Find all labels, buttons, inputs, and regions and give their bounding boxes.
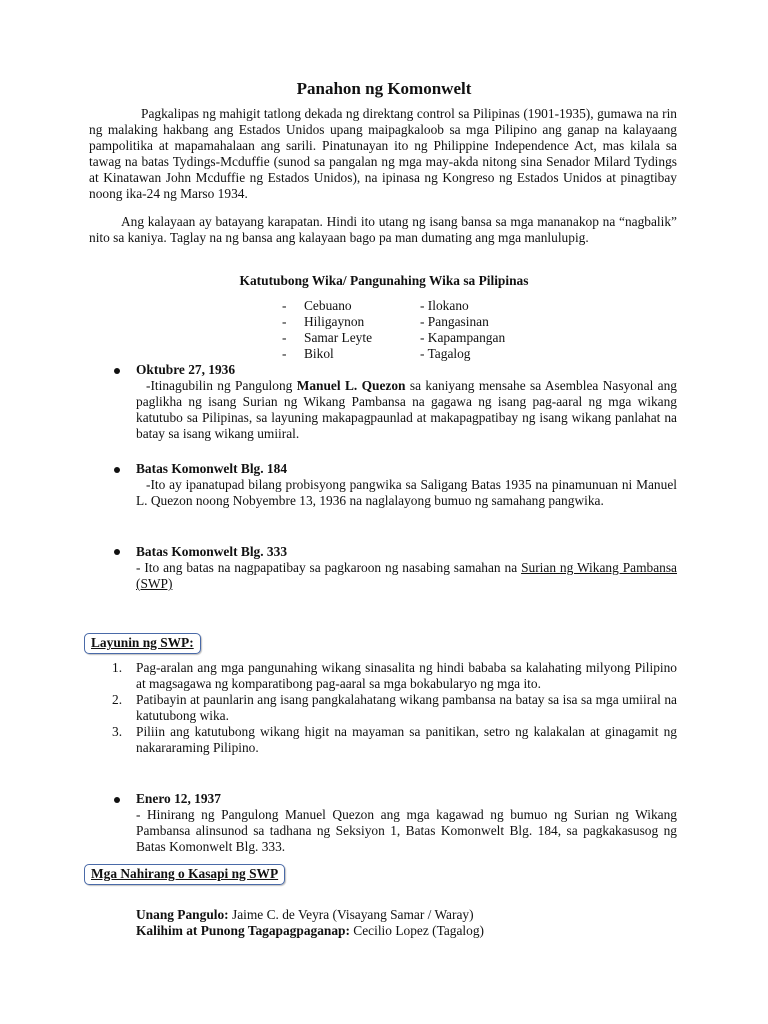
language-dash: - xyxy=(282,346,287,361)
section-batas-184-heading: Batas Komonwelt Blg. 184 xyxy=(136,461,288,476)
languages-heading: Katutubong Wika/ Pangunahing Wika sa Pilipinas xyxy=(239,273,529,288)
language-dash: - xyxy=(282,298,287,313)
section-enero-date: Enero 12, 1937 xyxy=(136,791,221,806)
section-batas-333 xyxy=(136,544,677,592)
freedom-paragraph-text: Ang kalayaan ay batayang karapatan. Hindi ito utang ng isang bansa sa mga mananakop na “nagbalik” nito sa kaniya. Taglay na ng bansa ang kalayaan bago pa man dumating ang mga manlulupig. xyxy=(89,214,677,245)
intro-paragraph-text: Pagkalipas ng mahigit tatlong dekada ng direktang control sa Pilipinas (1901-1935), gumawa na rin ng malaking hakbang ang Estados Unidos upang maipagkaloob sa mga Pilipino ang ganap na kalayaang pampolitika at mapamahalaan ang sarili. Pinatunayan ito ng Philippine Independence Act, mas kilala sa tawag na batas Tydings-Mcduffie (sunod sa pangalan ng mga may-akda nitong sina Senador Milard Tydings at Kinatawan John Mcduffie ng Estados Unidos), na ipinasa ng Kongreso ng Estados Unidos at pinagtibay noong ika-24 ng Marso 1934. xyxy=(89,106,677,201)
language-row xyxy=(282,314,505,330)
list-item-text: Piliin ang katutubong wikang higit na mayaman sa panitikan, setro ng kalakalan at ginagamit ng nakararaming Pilipino. xyxy=(136,724,677,755)
language-left: Cebuano xyxy=(304,298,352,313)
list-item-number: 2. xyxy=(112,692,123,707)
languages-list xyxy=(282,298,505,362)
language-row xyxy=(282,346,505,362)
section-oktubre xyxy=(136,362,677,442)
language-row xyxy=(282,330,505,346)
list-item-number: 1. xyxy=(112,660,123,675)
layunin-list xyxy=(112,660,677,756)
freedom-paragraph xyxy=(89,214,677,246)
intro-paragraph xyxy=(89,106,677,202)
language-left: Hiligaynon xyxy=(304,314,365,329)
bullet-icon xyxy=(114,368,120,374)
officers-list xyxy=(136,907,484,939)
swp-link-text: Surian ng Wikang Pambansa (SWP) xyxy=(136,560,677,591)
layunin-heading: Layunin ng SWP: xyxy=(84,633,201,654)
language-left: Samar Leyte xyxy=(304,330,373,345)
list-item xyxy=(112,724,677,756)
section-enero-body: - Hinirang ng Pangulong Manuel Quezon ang mga kagawad ng bumuo ng Surian ng Wikang Pambansa alinsunod sa tadhana ng Seksiyon 1, Batas Komonwelt Blg. 184, sa pagkakasusog ng Batas Komonwelt Blg. 333. xyxy=(136,807,677,854)
bullet-icon xyxy=(114,549,120,555)
language-right: - Tagalog xyxy=(420,346,471,361)
language-row xyxy=(282,298,505,314)
language-right: - Kapampangan xyxy=(420,330,506,345)
officer-row xyxy=(136,907,484,923)
section-oktubre-body xyxy=(136,378,677,442)
kasapi-heading: Mga Nahirang o Kasapi ng SWP xyxy=(84,864,285,885)
section-batas-333-body xyxy=(136,560,677,592)
page-title: Panahon ng Komonwelt xyxy=(296,79,472,98)
section-batas-184-text: -Ito ay ipanatupad bilang probisyong pangwika sa Saligang Batas 1935 na pinamunuan ni Manuel L. Quezon noong Nobyembre 13, 1936 na naglalayong bumuo ng samahang pangwika. xyxy=(136,477,677,508)
list-item-text: Pag-aralan ang mga pangunahing wikang sinasalita ng hindi bababa sa kalahating milyong Pilipino at magsagawa ng komparatibong pag-aaral sa mga bokabularyo ng mga ito. xyxy=(136,660,677,691)
section-batas-333-heading: Batas Komonwelt Blg. 333 xyxy=(136,544,288,559)
list-item xyxy=(112,660,677,692)
bullet-icon xyxy=(114,797,120,803)
section-oktubre-text-end: sa kaniyang mensahe sa Asemblea Nasyonal ang paglikha ng isang Surian ng Wikang Pambansa na gagawa ng isang pag-aaral ng mga wikang katutubo sa Pilipinas, sa layuning makapagpaunlad at makapagpatibay ng isang wikang panlahat na batay sa isang wikang umiiral. xyxy=(136,378,677,441)
officer-role: Unang Pangulo: xyxy=(136,907,229,922)
list-item-number: 3. xyxy=(112,724,123,739)
language-dash: - xyxy=(282,330,287,345)
section-batas-333-text: - Ito ang batas na nagpapatibay sa pagkaroon ng nasabing samahan na xyxy=(136,560,522,575)
language-right: - Ilokano xyxy=(420,298,469,313)
language-right: - Pangasinan xyxy=(420,314,489,329)
section-batas-184 xyxy=(136,461,677,509)
language-dash: - xyxy=(282,314,287,329)
officer-name: Cecilio Lopez (Tagalog) xyxy=(349,923,484,938)
section-oktubre-text-start: -Itinagubilin ng Pangulong xyxy=(146,378,297,393)
section-enero xyxy=(136,791,677,855)
list-item-text: Patibayin at paunlarin ang isang pangkalahatang wikang pambansa na batay sa isa sa mga umiiral na katutubong wika. xyxy=(136,692,677,723)
section-oktubre-date: Oktubre 27, 1936 xyxy=(136,362,236,377)
officer-name: Jaime C. de Veyra (Visayang Samar / Waray) xyxy=(228,907,474,922)
quezon-name: Manuel L. Quezon xyxy=(296,378,406,393)
section-batas-184-body xyxy=(136,477,677,509)
list-item xyxy=(112,692,677,724)
language-left: Bikol xyxy=(304,346,334,361)
officer-role: Kalihim at Punong Tagapagpaganap: xyxy=(136,923,350,938)
bullet-icon xyxy=(114,467,120,473)
officer-row xyxy=(136,923,484,939)
